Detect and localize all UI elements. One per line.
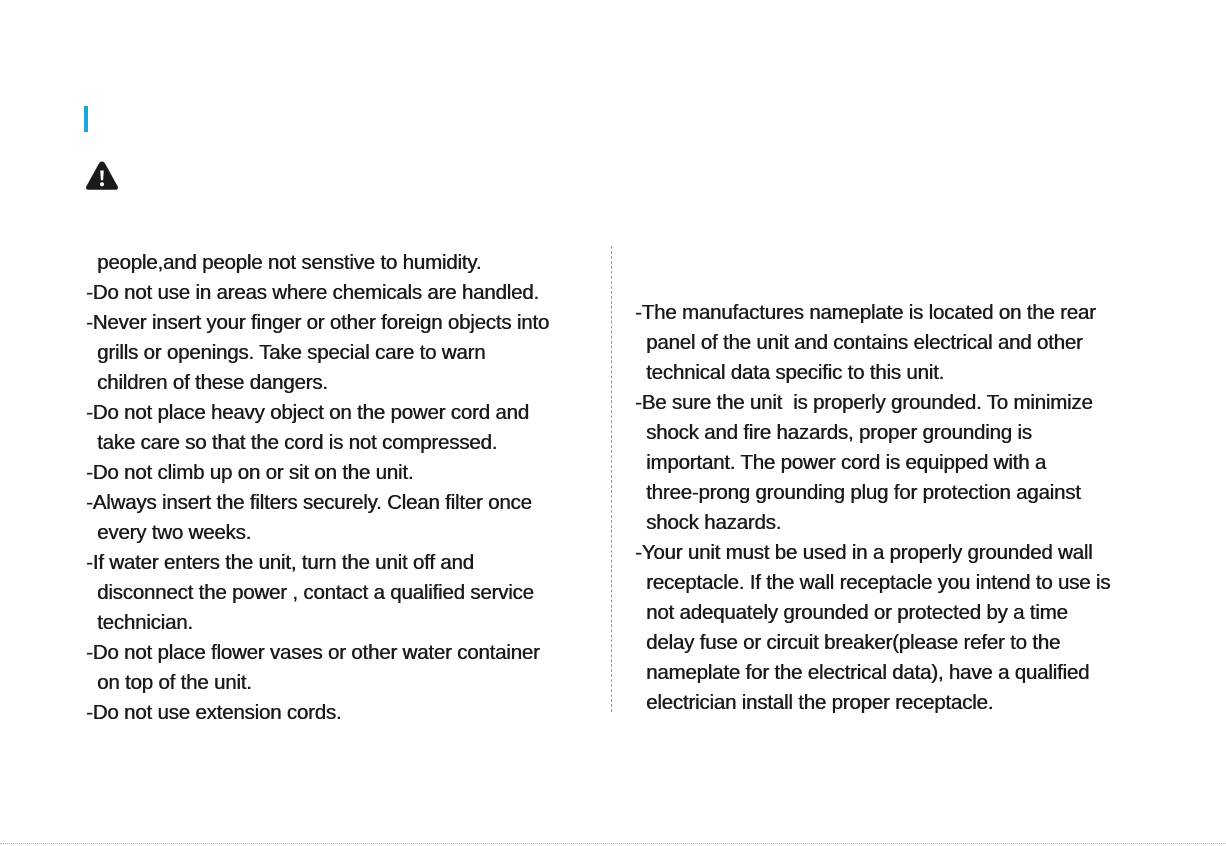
right-line: -Your unit must be used in a properly grounded wall: [635, 541, 1093, 564]
right-line: panel of the unit and contains electrical and other: [635, 331, 1083, 354]
right-line: shock and fire hazards, proper grounding is: [635, 421, 1032, 444]
right-line: -Be sure the unit is properly grounded. To minimize: [635, 391, 1093, 414]
right-line: delay fuse or circuit breaker(please refer to the: [635, 631, 1061, 654]
column-divider: [611, 246, 612, 712]
left-line: grills or openings. Take special care to warn: [86, 341, 486, 364]
left-line: take care so that the cord is not compressed.: [86, 431, 498, 454]
left-line: people,and people not senstive to humidity.: [86, 251, 482, 274]
section-accent-bar: [84, 106, 88, 132]
right-line: receptacle. If the wall receptacle you intend to use is: [635, 571, 1111, 594]
left-line: technician.: [86, 611, 193, 634]
left-line: -Do not use extension cords.: [86, 701, 342, 724]
right-column-text: [635, 298, 1110, 718]
right-line: three-prong grounding plug for protection against: [635, 481, 1081, 504]
right-line: nameplate for the electrical data), have a qualified: [635, 661, 1090, 684]
right-line: important. The power cord is equipped with a: [635, 451, 1046, 474]
left-line: -Do not climb up on or sit on the unit.: [86, 461, 414, 484]
right-line: not adequately grounded or protected by a time: [635, 601, 1068, 624]
bottom-rule: [0, 843, 1226, 844]
warning-triangle-icon: [85, 160, 119, 191]
left-line: -Do not place flower vases or other water container: [86, 641, 540, 664]
left-line: -If water enters the unit, turn the unit off and: [86, 551, 474, 574]
right-line: technical data specific to this unit.: [635, 361, 944, 384]
left-line: every two weeks.: [86, 521, 252, 544]
left-column-text: [86, 248, 549, 728]
left-line: -Never insert your finger or other foreign objects into: [86, 311, 550, 334]
right-line: -The manufactures nameplate is located on the rear: [635, 301, 1096, 324]
left-line: children of these dangers.: [86, 371, 328, 394]
right-line: shock hazards.: [635, 511, 782, 534]
right-line: electrician install the proper receptacle.: [635, 691, 994, 714]
left-line: disconnect the power , contact a qualified service: [86, 581, 534, 604]
left-line: -Do not use in areas where chemicals are handled.: [86, 281, 539, 304]
left-line: -Always insert the filters securely. Clean filter once: [86, 491, 532, 514]
left-line: on top of the unit.: [86, 671, 252, 694]
left-line: -Do not place heavy object on the power cord and: [86, 401, 529, 424]
